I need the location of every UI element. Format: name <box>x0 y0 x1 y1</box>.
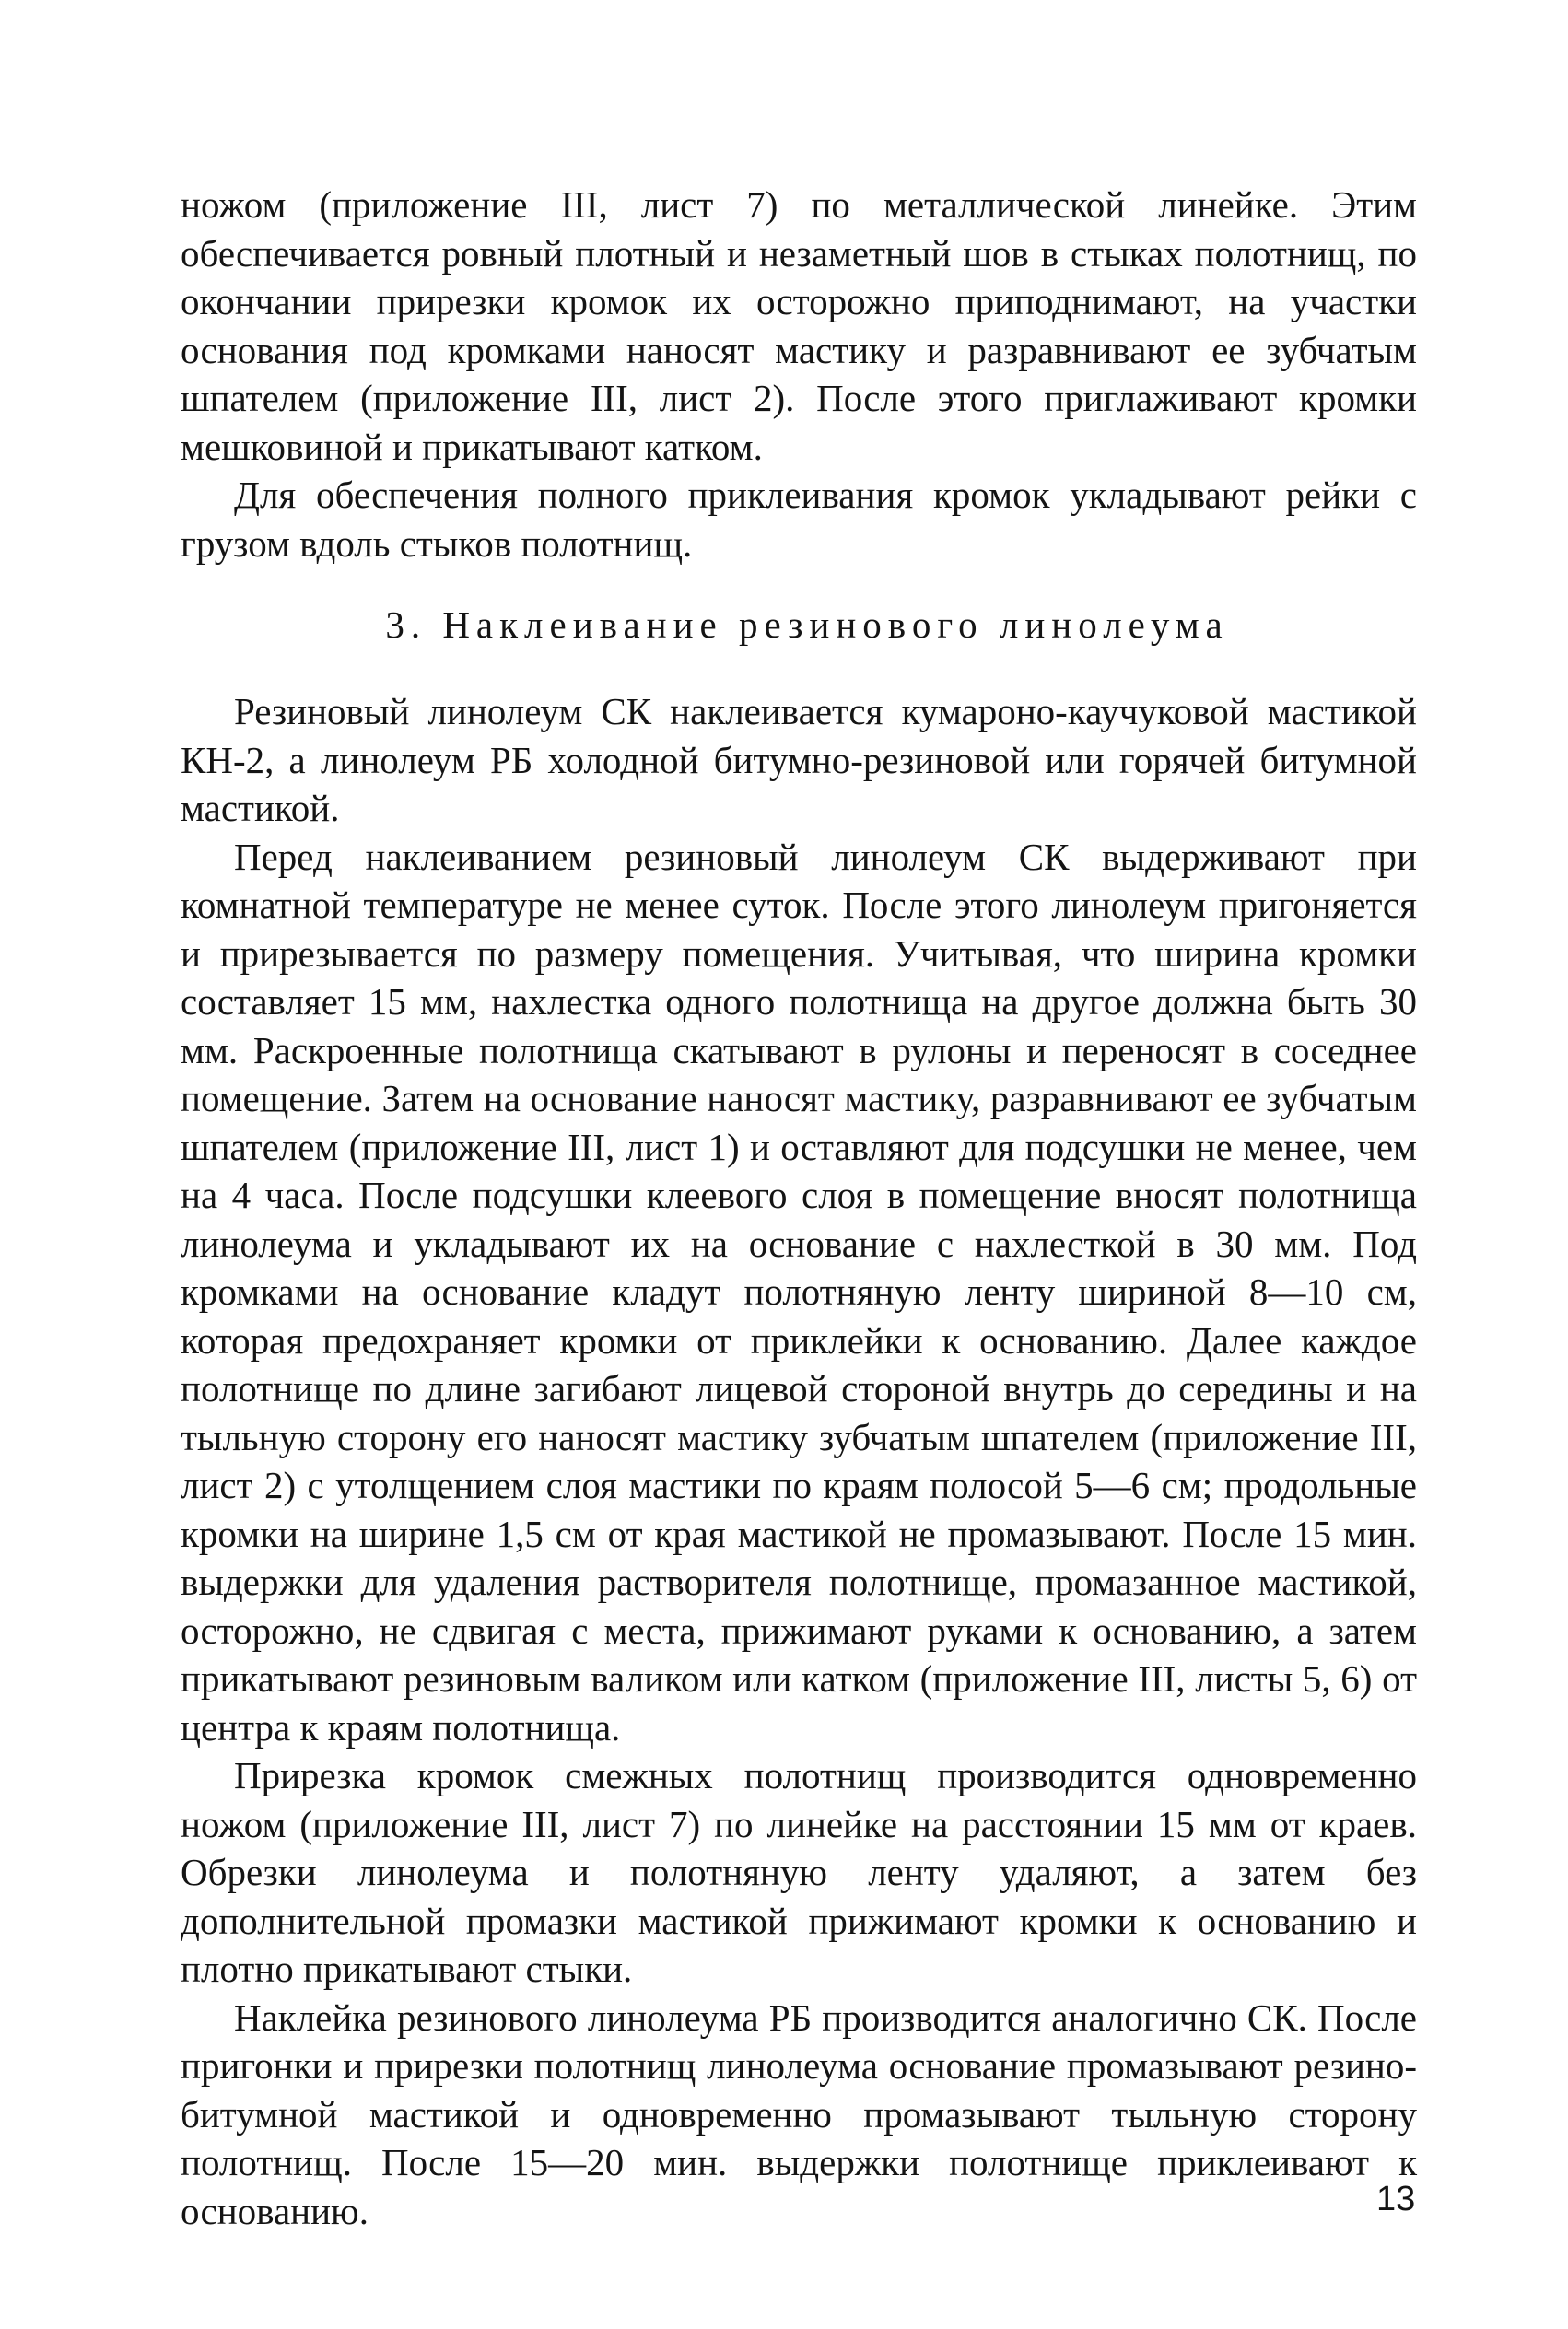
page-body <box>181 181 1417 2235</box>
paragraph-mastic-types: Резиновый линолеум СК наклеивается кумароно-каучуковой мастикой КН-2, а линолеум РБ холодной битумно-резиновой или горячей битумной мастикой. <box>181 690 1417 829</box>
paragraph-rb-linoleum: Наклейка резинового линолеума РБ производится аналогично СК. После пригонки и прирезки полотнищ линолеума основание промазывают резино-битумной мастикой и одновременно промазывают тыльную сторону полотнищ. После 15—20 мин. выдержки полотнище приклеивают к основанию. <box>181 1995 1417 2232</box>
page-number: 13 <box>1376 2180 1416 2218</box>
paragraph-continuation: ножом (приложение III, лист 7) по металлической линейке. Этим обеспечивается ровный плотный и незаметный шов в стыках полотнищ, по окончании прирезки кромок их осторожно приподнимают, на участки основания под кромками наносят мастику и разравнивают ее зубчатым шпателем (приложение III, лист 2). После этого приглаживают кромки мешковиной и прикатывают катком. <box>181 183 1417 468</box>
paragraph-laying-procedure: Перед наклеиванием резиновый линолеум СК выдерживают при комнатной температуре не менее суток. После этого линолеум пригоняется и прирезывается по размеру помещения. Учитывая, что ширина кромки составляет 15 мм, нахлестка одного полотнища на другое должна быть 30 мм. Раскроенные полотнища скатывают в рулоны и переносят в соседнее помещение. Затем на основание наносят мастику, разравнивают ее зубчатым шпателем (приложение III, лист 1) и оставляют для подсушки не менее, чем на 4 часа. После подсушки клеевого слоя в помещение вносят полотнища линолеума и укладывают их на основание с нахлесткой в 30 мм. Под кромками на основание кладут полотняную ленту шириной 8—10 см, которая предохраняет кромки от приклейки к основанию. Далее каждое полотнище по длине загибают лицевой стороной внутрь до середины и на тыльную сторону его наносят мастику зубчатым шпателем (приложение III, лист 2) с утолщением слоя мастики по краям полосой 5—6 см; продольные кромки на ширине 1,5 см от края мастикой не промазывают. После 15 мин. выдержки для удаления растворителя полотнище, промазанное мастикой, осторожно, не сдвигая с места, прижимают руками к основанию, а затем прикатывают резиновым валиком или катком (приложение III, листы 5, 6) от центра к краям полотнища. <box>181 835 1417 1749</box>
paragraph-edge-trimming: Прирезка кромок смежных полотнищ производится одновременно ножом (приложение III, лист 7) по линейке на расстоянии 15 мм от краев. Обрезки линолеума и полотняную ленту удаляют, а затем без дополнительной промазки мастикой прижимают кромки к основанию и плотно прикатывают стыки. <box>181 1754 1417 1990</box>
paragraph-rails: Для обеспечения полного приклеивания кромок укладывают рейки с грузом вдоль стыков полотнищ. <box>181 474 1417 565</box>
section-heading: 3. Наклеивание резинового линолеума <box>385 603 1229 646</box>
